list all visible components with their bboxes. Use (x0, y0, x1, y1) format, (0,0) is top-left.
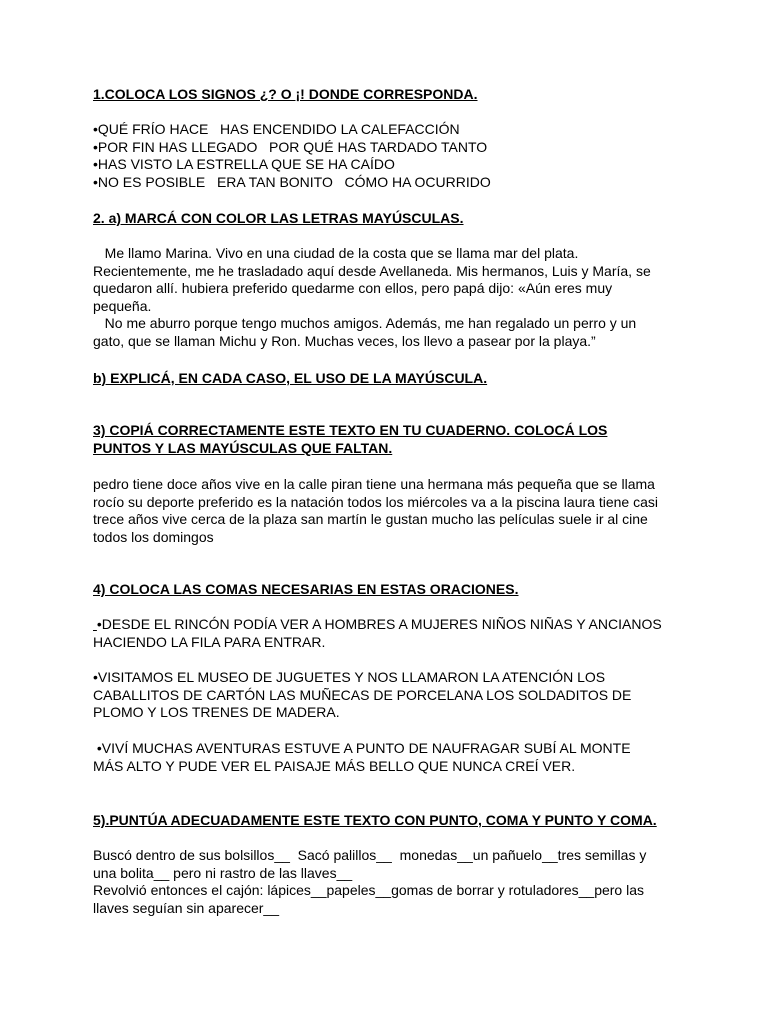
section-2b-heading: b) EXPLICÁ, EN CADA CASO, EL USO DE LA MAYÚSCULA. (93, 370, 488, 386)
text-line: •VIVÍ MUCHAS AVENTURAS ESTUVE A PUNTO DE NAUFRAGAR SUBÍ AL MONTE (93, 740, 631, 756)
text-line: quedaron allí. hubiera preferido quedarme con ellos, pero papá dijo: «Aún eres muy (93, 280, 613, 297)
section-3-text (93, 476, 693, 546)
text-line: No me aburro porque tengo muchos amigos. Además, me han regalado un perro y un (93, 315, 637, 332)
text-line: HACIENDO LA FILA PARA ENTRAR. (93, 633, 326, 650)
section-4 (93, 581, 693, 599)
section-2a-heading: 2. a) MARCÁ CON COLOR LAS LETRAS MAYÚSCULAS. (93, 210, 464, 226)
section-4-item-1 (93, 616, 693, 651)
section-5-text (93, 847, 693, 917)
text-line: Revolvió entonces el cajón: lápices__papeles__gomas de borrar y rotuladores__pero las (93, 882, 645, 899)
text-line: llaves seguían sin aparecer__ (93, 899, 280, 916)
section-4-item-3 (93, 740, 693, 775)
section-2a (93, 210, 693, 228)
list-item: •POR FIN HAS LLEGADO POR QUÉ HAS TARDADO TANTO (93, 138, 488, 155)
section-5 (93, 812, 693, 830)
text-line: rocío su deporte preferido es la natación todos los miércoles va a la piscina laura tiene casi (93, 493, 658, 510)
text-line: todos los domingos (93, 528, 214, 545)
section-3-heading-line: PUNTOS Y LAS MAYÚSCULAS QUE FALTAN. (93, 439, 393, 456)
section-3 (93, 422, 693, 457)
section-2b (93, 370, 693, 388)
text-line: Buscó dentro de sus bolsillos__ Sacó palillos__ monedas__un pañuelo__tres semillas y (93, 847, 647, 863)
text-line: •VISITAMOS EL MUSEO DE JUGUETES Y NOS LLAMARON LA ATENCIÓN LOS (93, 669, 606, 685)
section-4-heading: 4) COLOCA LAS COMAS NECESARIAS EN ESTAS ORACIONES. (93, 581, 519, 597)
text-line: trece años vive cerca de la plaza san martín le gustan mucho las películas suele ir al cine (93, 511, 648, 528)
text-line: PLOMO Y LOS TRENES DE MADERA. (93, 704, 340, 721)
list-item: •QUÉ FRÍO HACE HAS ENCENDIDO LA CALEFACCIÓN (93, 121, 460, 137)
section-1-list (93, 121, 693, 191)
section-3-heading-line: 3) COPIÁ CORRECTAMENTE ESTE TEXTO EN TU CUADERNO. COLOCÁ LOS (93, 422, 608, 438)
section-1-heading: 1.COLOCA LOS SIGNOS ¿? O ¡! DONDE CORRESPONDA. (93, 86, 478, 102)
text-line: gato, que se llaman Michu y Ron. Muchas veces, los llevo a pasear por la playa.” (93, 332, 596, 349)
section-4-item-2 (93, 669, 693, 722)
text-line (93, 616, 693, 634)
text-line: Me llamo Marina. Vivo en una ciudad de la costa que se llama mar del plata. (93, 245, 579, 261)
text-line-content: •DESDE EL RINCÓN PODÍA VER A HOMBRES A MUJERES NIÑOS NIÑAS Y ANCIANOS (96, 616, 662, 632)
text-line: Recientemente, me he trasladado aquí desde Avellaneda. Mis hermanos, Luis y María, se (93, 262, 651, 279)
text-line: pedro tiene doce años vive en la calle piran tiene una hermana más pequeña que se llama (93, 476, 655, 492)
text-line: CABALLITOS DE CARTÓN LAS MUÑECAS DE PORCELANA LOS SOLDADITOS DE (93, 686, 632, 703)
section-1 (93, 86, 693, 104)
list-item: •NO ES POSIBLE ERA TAN BONITO CÓMO HA OCURRIDO (93, 173, 491, 190)
text-line: MÁS ALTO Y PUDE VER EL PAISAJE MÁS BELLO QUE NUNCA CREÍ VER. (93, 757, 576, 774)
section-5-heading: 5).PUNTÚA ADECUADAMENTE ESTE TEXTO CON PUNTO, COMA Y PUNTO Y COMA. (93, 812, 657, 828)
list-item: •HAS VISTO LA ESTRELLA QUE SE HA CAÍDO (93, 156, 395, 173)
text-line: una bolita__ pero ni rastro de las llaves__ (93, 864, 353, 881)
text-line: pequeña. (93, 297, 152, 314)
section-2a-text (93, 245, 693, 351)
